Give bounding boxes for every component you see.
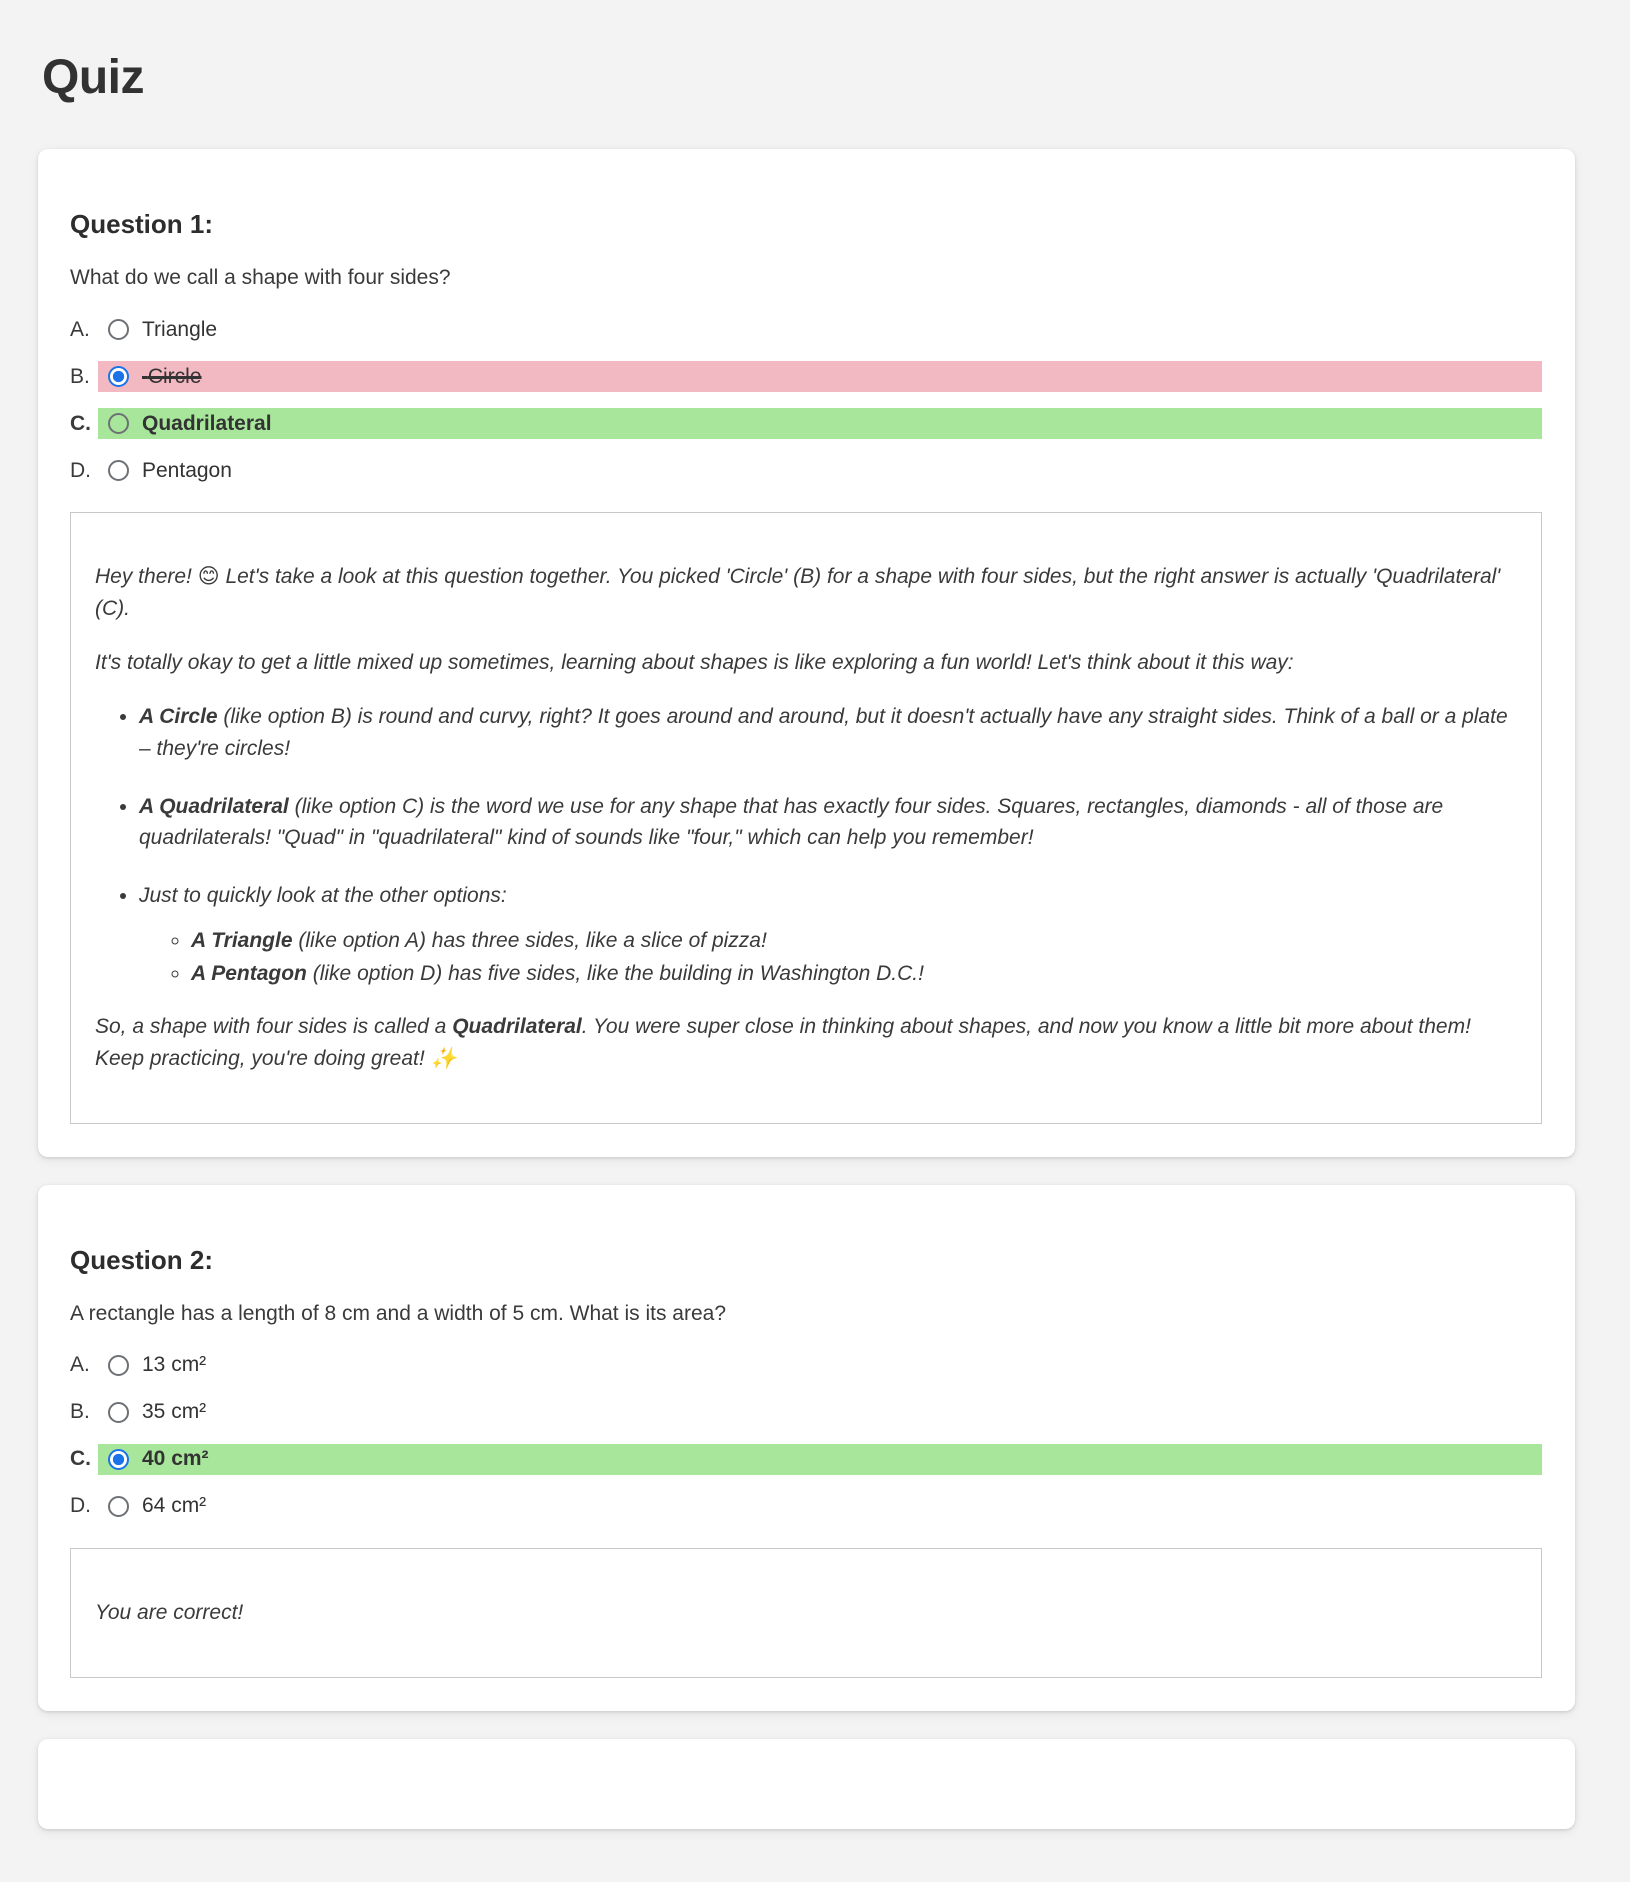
option-row	[70, 455, 1542, 486]
options-list	[70, 1350, 1542, 1522]
feedback-text-run: Just to quickly look at the other options:	[139, 884, 507, 908]
option-row	[70, 314, 1542, 345]
question-text: What do we call a shape with four sides?	[70, 266, 451, 289]
option-radio[interactable]	[108, 1449, 129, 1470]
option-radio[interactable]	[108, 413, 129, 434]
feedback-text-run: So, a shape with four sides is called a	[95, 1014, 453, 1038]
feedback-text-run: (like option D) has five sides, like the building in Washington D.C.!	[306, 962, 924, 986]
feedback-list-item	[139, 880, 1517, 989]
feedback-list	[95, 701, 1517, 989]
feedback-bold-text: Quadrilateral	[452, 1014, 582, 1038]
option-choice[interactable]	[98, 1397, 1542, 1428]
feedback-text-run: (like option A) has three sides, like a slice of pizza!	[292, 929, 767, 953]
option-letter: D.	[70, 1494, 91, 1518]
feedback-list-item	[139, 791, 1517, 855]
option-label: Triangle	[142, 317, 218, 341]
quiz-page	[0, 50, 1630, 1829]
questions-container	[38, 149, 1575, 1711]
option-choice[interactable]	[98, 455, 1542, 486]
option-choice[interactable]	[98, 1491, 1542, 1522]
option-label: 40 cm²	[142, 1447, 209, 1471]
option-radio[interactable]	[108, 460, 129, 481]
feedback-text-run: It's totally okay to get a little mixed up sometimes, learning about shapes is like exploring a fun world! Let's think about it this way:	[95, 650, 1294, 674]
option-radio[interactable]	[108, 319, 129, 340]
option-letter: B.	[70, 364, 90, 388]
option-label	[142, 365, 202, 389]
feedback-bold-text: A Circle	[139, 704, 218, 728]
option-choice[interactable]	[98, 361, 1542, 392]
question-card-partial	[38, 1739, 1575, 1829]
option-row	[70, 1491, 1542, 1522]
option-label: Quadrilateral	[142, 411, 272, 435]
feedback-bold-text: A Triangle	[191, 929, 293, 953]
question-card	[38, 1185, 1575, 1711]
page-title: Quiz	[42, 51, 144, 104]
feedback-text-run: (like option C) is the word we use for any shape that has exactly four sides. Squares, rectangles, diamonds - all of those are quadrilaterals! "Quad" in "quadrilateral" kind of sounds like "four," which can help you remember!	[139, 794, 1444, 850]
option-choice[interactable]	[98, 1350, 1542, 1381]
feedback-list-item	[139, 701, 1517, 765]
option-choice[interactable]	[98, 1444, 1542, 1475]
option-label: Pentagon	[142, 458, 232, 482]
option-radio[interactable]	[108, 366, 129, 387]
feedback-paragraph	[95, 1011, 1517, 1075]
feedback-text-run: Hey there! 😊 Let's take a look at this question together. You picked 'Circle' (B) for a shape with four sides, but the right answer is actually 'Quadrilateral' (C).	[95, 565, 1501, 620]
option-row	[70, 1397, 1542, 1428]
feedback-bold-text: A Quadrilateral	[139, 794, 289, 818]
option-letter: A.	[70, 317, 90, 341]
option-choice[interactable]	[98, 408, 1542, 439]
question-heading: Question 2:	[70, 1244, 214, 1275]
feedback-text-run: (like option B) is round and curvy, right? It goes around and around, but it doesn't actually have any straight sides. Think of a ball or a plate – they're circles!	[139, 704, 1508, 760]
option-label: 13 cm²	[142, 1353, 207, 1377]
feedback-box	[70, 1548, 1542, 1678]
question-text: A rectangle has a length of 8 cm and a width of 5 cm. What is its area?	[70, 1301, 727, 1325]
feedback-paragraph	[95, 1597, 1517, 1629]
option-letter: B.	[70, 1400, 90, 1424]
option-row	[70, 408, 1542, 439]
option-label: 64 cm²	[142, 1494, 207, 1518]
option-letter: A.	[70, 1353, 90, 1377]
option-radio[interactable]	[108, 1355, 129, 1376]
option-letter: D.	[70, 458, 91, 482]
option-label: 35 cm²	[142, 1400, 207, 1424]
option-choice[interactable]	[98, 314, 1542, 345]
feedback-text-run: . You were super close in thinking about shapes, and now you know a little bit more about them! Keep practicing, you're doing great! ✨	[95, 1014, 1471, 1070]
option-radio[interactable]	[108, 1496, 129, 1517]
option-letter: C.	[70, 411, 91, 435]
feedback-sublist	[139, 926, 1517, 989]
option-letter: C.	[70, 1447, 91, 1471]
options-list	[70, 314, 1542, 486]
question-heading: Question 1:	[70, 209, 214, 239]
feedback-box	[70, 512, 1542, 1124]
feedback-paragraph	[95, 561, 1517, 625]
option-radio[interactable]	[108, 1402, 129, 1423]
feedback-text-run: You are correct!	[95, 1600, 244, 1624]
option-row	[70, 1350, 1542, 1381]
feedback-sublist-item	[191, 959, 1517, 989]
option-row	[70, 361, 1542, 392]
option-row	[70, 1444, 1542, 1475]
question-card	[38, 149, 1575, 1157]
feedback-paragraph	[95, 647, 1517, 679]
feedback-bold-text: A Pentagon	[191, 962, 307, 986]
feedback-sublist-item	[191, 926, 1517, 956]
option-label-text: Circle	[147, 364, 202, 388]
